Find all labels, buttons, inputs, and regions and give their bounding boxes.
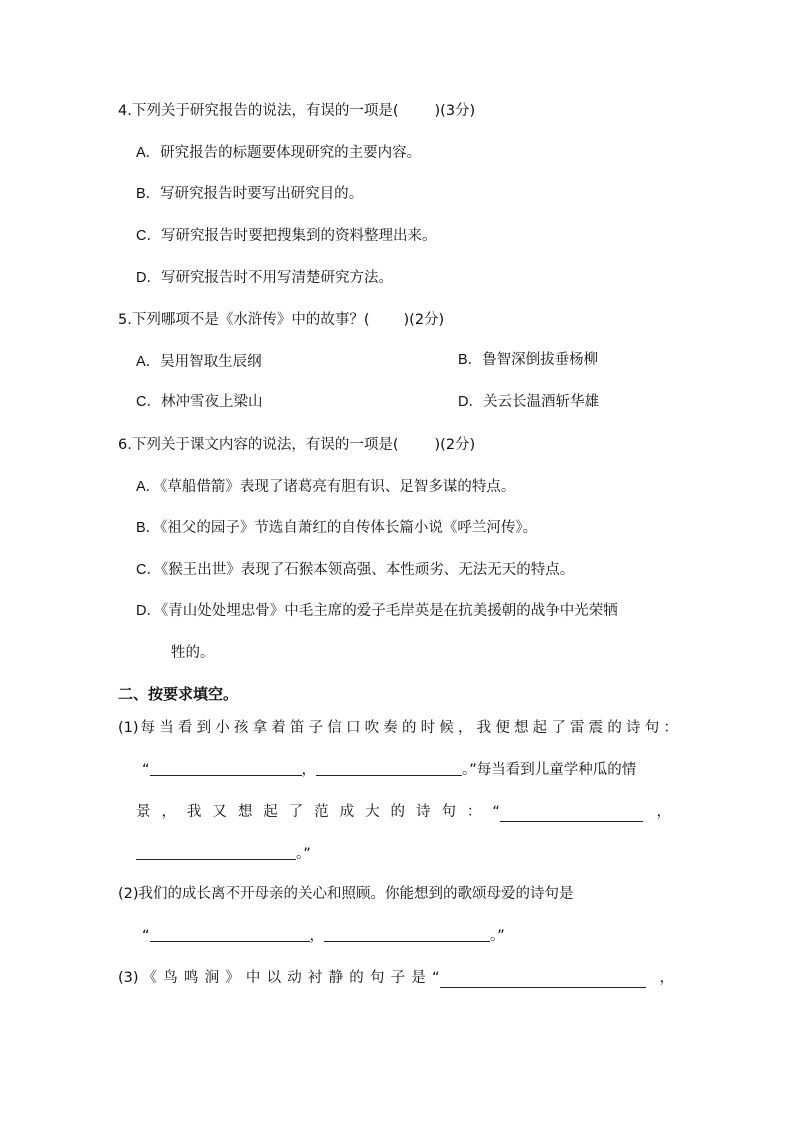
item-3-text [143, 968, 440, 988]
question-6-stem [118, 435, 475, 455]
q4-option-d[interactable] [136, 268, 393, 288]
option-label: D． [136, 603, 161, 619]
glyph: 》 [225, 970, 240, 986]
glyph: 诗 [415, 804, 431, 820]
glyph: ， [457, 720, 473, 736]
glyph: 鸟 [163, 970, 178, 986]
comma: ， [301, 762, 317, 778]
glyph: 震 [588, 720, 604, 736]
glyph: 成 [339, 804, 355, 820]
open-quote: “ [142, 928, 150, 944]
answer-blank-1a[interactable] [150, 761, 302, 776]
fill-item-3-line-1 [118, 968, 674, 988]
option-text: 《猴王出世》表现了石猴本领高强、本性顽劣、无法无天的特点。 [160, 562, 575, 578]
glyph: 的 [401, 720, 417, 736]
glyph: 《 [142, 970, 158, 986]
answer-blank-1d[interactable] [136, 845, 296, 860]
q6-option-b[interactable] [136, 518, 537, 538]
glyph: 中 [245, 970, 261, 986]
fill-item-1-line-2 [142, 760, 636, 780]
glyph: 句 [644, 720, 660, 736]
glyph: 又 [212, 804, 227, 820]
option-label: C． [136, 394, 161, 410]
q5-option-d[interactable] [458, 392, 599, 412]
glyph: ， [161, 804, 176, 820]
section-heading: 二、按要求填空。 [118, 685, 239, 703]
fill-item-1-line-3 [136, 802, 671, 822]
answer-blank-3a[interactable] [440, 973, 646, 988]
open-quote: “ [142, 762, 150, 778]
option-text: 鲁智深倒拔垂杨柳 [482, 352, 599, 368]
option-label: C． [136, 562, 161, 578]
q5-option-c[interactable] [136, 392, 262, 412]
glyph: 动 [287, 970, 302, 986]
glyph: 的 [390, 804, 406, 820]
option-text: 写研究报告时不用写清楚研究方法。 [160, 270, 393, 286]
item-1-text [141, 718, 678, 738]
glyph: ： [466, 804, 482, 820]
comma: ， [309, 928, 325, 944]
glyph: 鸣 [183, 970, 199, 986]
question-5-score: )(2分) [403, 312, 445, 328]
glyph: 雷 [570, 720, 585, 736]
option-text: 《草船借箭》表现了诸葛亮有胆有识、足智多谋的特点。 [160, 479, 516, 495]
glyph: 着 [271, 720, 286, 736]
option-text: 写研究报告时要写出研究目的。 [160, 186, 364, 202]
glyph: 子 [308, 720, 324, 736]
option-label: D． [136, 270, 161, 286]
option-label: A． [136, 354, 161, 370]
option-text: 林冲雪夜上梁山 [160, 394, 263, 410]
question-6-text: 6.下列关于课文内容的说法，有误的一项是( [118, 437, 399, 453]
option-text: 关云长温酒斩华雄 [482, 394, 599, 410]
q5-option-b[interactable] [458, 350, 598, 370]
glyph: 口 [345, 720, 361, 736]
close-quote: 。” [490, 928, 505, 944]
fill-item-1-line-1 [118, 718, 678, 738]
glyph: 便 [495, 720, 510, 736]
glyph: 子 [390, 970, 406, 986]
q4-option-c[interactable] [136, 226, 436, 246]
option-label: B． [458, 352, 483, 368]
glyph: 候 [439, 720, 454, 736]
glyph: 诗 [626, 720, 641, 736]
comma: ， [659, 970, 674, 986]
glyph: 静 [328, 970, 344, 986]
glyph: 信 [327, 720, 342, 736]
glyph: 起 [532, 720, 548, 736]
question-4-score: )(3分) [434, 103, 476, 119]
glyph: 奏 [383, 720, 398, 736]
item-2-text: 我们的成长离不开母亲的关心和照顾。你能想到的歌颂母爱的诗句是 [138, 886, 574, 902]
q4-option-a[interactable] [136, 143, 421, 163]
glyph: 想 [237, 804, 253, 820]
option-text: 《青山处处埋忠骨》中毛主席的爱子毛岸英是在抗美援朝的战争中光荣牺 [160, 603, 618, 619]
glyph: 我 [186, 804, 202, 820]
glyph: 涧 [204, 970, 220, 986]
glyph: 时 [420, 720, 436, 736]
q6-option-d-continuation [171, 643, 215, 663]
answer-blank-1c[interactable] [500, 807, 642, 822]
answer-blank-1b[interactable] [316, 761, 462, 776]
question-4-stem [118, 101, 475, 121]
answer-blank-2b[interactable] [324, 927, 490, 942]
glyph: 想 [513, 720, 529, 736]
glyph: “ [431, 970, 440, 986]
option-label: C． [136, 228, 161, 244]
item-number: (3) [118, 970, 139, 986]
glyph: 范 [314, 804, 329, 820]
question-5-text: 5.下列哪项不是《水浒传》中的故事？( [118, 312, 370, 328]
glyph: 了 [288, 804, 304, 820]
glyph: 起 [263, 804, 278, 820]
option-text: 写研究报告时要把搜集到的资料整理出来。 [160, 228, 437, 244]
glyph: 拿 [252, 720, 268, 736]
glyph: 衬 [307, 970, 323, 986]
option-text: 《祖父的园子》节选自萧红的自传体长篇小说《呼兰河传》。 [160, 520, 538, 536]
option-label: A． [136, 479, 161, 495]
glyph: 的 [349, 970, 364, 986]
option-label: D． [458, 394, 483, 410]
glyph: 景 [136, 804, 151, 820]
q4-option-b[interactable] [136, 184, 363, 204]
glyph: 笛 [289, 720, 305, 736]
comma: ， [656, 804, 671, 820]
glyph: 我 [476, 720, 492, 736]
item-1-text-line-3 [136, 802, 500, 822]
fill-item-2-line-2 [142, 926, 505, 946]
glyph: 以 [266, 970, 282, 986]
option-label: B． [136, 520, 161, 536]
fill-item-1-line-4 [136, 844, 311, 864]
option-text: 研究报告的标题要体现研究的主要内容。 [160, 145, 422, 161]
glyph: “ [492, 804, 500, 820]
glyph: 句 [369, 970, 385, 986]
glyph: 小 [215, 720, 230, 736]
q5-option-a[interactable] [136, 352, 262, 372]
glyph: 每 [140, 720, 156, 736]
glyph: 当 [159, 720, 174, 736]
q6-option-d[interactable] [136, 601, 618, 621]
glyph: 了 [551, 720, 566, 736]
glyph: 句 [441, 804, 456, 820]
item-number: (1) [118, 720, 139, 736]
item-1-continuation: 。”每当看到儿童学种瓜的情 [462, 762, 637, 778]
fill-item-2-line-1 [118, 884, 574, 904]
glyph: 到 [196, 720, 212, 736]
glyph: 吹 [364, 720, 380, 736]
glyph: 大 [365, 804, 380, 820]
option-label: A． [136, 145, 161, 161]
glyph: 是 [411, 970, 426, 986]
close-quote: 。” [296, 846, 311, 862]
glyph: 孩 [233, 720, 249, 736]
question-4-text: 4.下列关于研究报告的说法，有误的一项是( [118, 103, 399, 119]
option-label: B． [136, 186, 161, 202]
q6-option-c[interactable] [136, 560, 574, 580]
glyph: 看 [177, 720, 193, 736]
question-6-score: )(2分) [434, 437, 476, 453]
option-text: 吴用智取生辰纲 [160, 354, 262, 370]
q6-option-a[interactable] [136, 477, 515, 497]
question-5-stem [118, 310, 444, 330]
item-number: (2) [118, 886, 139, 902]
answer-blank-2a[interactable] [150, 927, 310, 942]
option-text-continuation: 牲的。 [171, 645, 215, 661]
glyph: ： [663, 720, 678, 736]
glyph: 的 [607, 720, 622, 736]
